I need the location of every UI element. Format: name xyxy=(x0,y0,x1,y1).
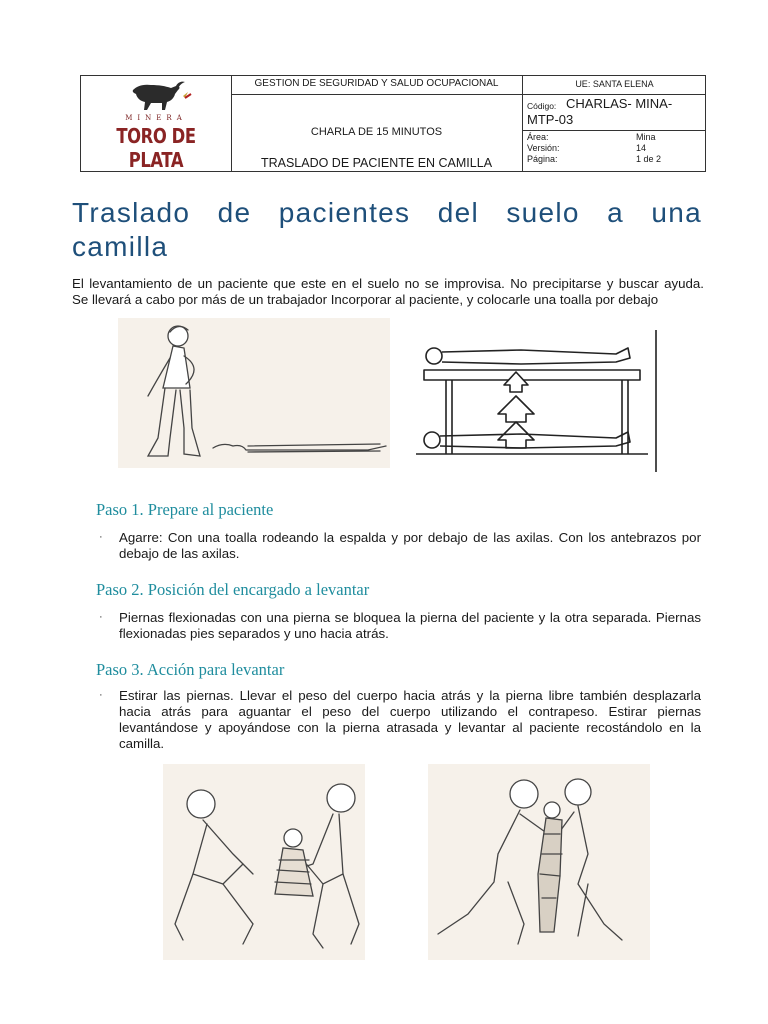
illustration-raise-patient xyxy=(428,764,650,960)
version-label: Versión: xyxy=(527,143,560,153)
intro-line-2: Se llevará a cabo por más de un trabajador Incorporar al paciente, y colocarle una toalla por debajo xyxy=(72,292,659,307)
intro-line-1: El levantamiento de un paciente que este en el suelo no se improvisa. No precipitarse y buscar ayuda. xyxy=(72,276,704,291)
pagina-value: 1 de 2 xyxy=(636,154,662,164)
page-title-line-2: camilla xyxy=(72,231,169,262)
intro-paragraph xyxy=(72,276,704,308)
step-2-bullet: · xyxy=(99,611,103,623)
step-2-text: Piernas flexionadas con una pierna se bloquea la pierna del paciente y la otra separada. Piernas flexionadas pies separados y uno hacia atrás. xyxy=(119,610,701,641)
area-label: Área: xyxy=(527,132,549,142)
divider xyxy=(522,130,705,131)
divider xyxy=(231,94,705,95)
codigo-value-2: MTP-03 xyxy=(527,112,574,127)
step-2-title: Paso 2. Posición del encargado a levantar xyxy=(96,580,370,599)
step-3-text: Estirar las piernas. Llevar el peso del cuerpo hacia atrás y la pierna libre también desplazarla hacia atrás para aguantar el peso del cuerpo utilizando el contrapeso. Estirar piernas levantándose y apoyándose con la pierna atrasada y levantar al paciente recostándolo en la camilla. xyxy=(119,688,701,751)
page-title-line-1: Traslado de pacientes del suelo a una xyxy=(72,197,702,228)
header-traslado: TRASLADO DE PACIENTE EN CAMILLA xyxy=(260,156,493,170)
company-logo xyxy=(81,76,231,172)
logo-minera-text: MINERA xyxy=(125,114,187,122)
header-table xyxy=(80,75,706,172)
area-value: Mina xyxy=(636,132,656,142)
header-ue: UE: SANTA ELENA xyxy=(575,79,654,89)
step-1-bullet: · xyxy=(99,531,103,543)
codigo-value-1: CHARLAS- MINA- xyxy=(566,96,673,111)
page-title xyxy=(72,196,702,264)
step-1-text: Agarre: Con una toalla rodeando la espalda y por debajo de las axilas. Con los antebrazos por debajo de las axilas. xyxy=(119,530,701,561)
logo-company-name: TORO DE PLATA xyxy=(116,124,196,172)
illustration-stretcher-lift xyxy=(416,330,658,472)
header-charla: CHARLA DE 15 MINUTOS xyxy=(310,126,443,138)
pagina-label: Página: xyxy=(527,154,558,164)
version-value: 14 xyxy=(636,143,647,153)
step-3-bullet: · xyxy=(99,689,103,701)
divider xyxy=(522,76,523,171)
bull-icon xyxy=(81,76,231,116)
step-3-title: Paso 3. Acción para levantar xyxy=(96,660,285,679)
step-1-title: Paso 1. Prepare al paciente xyxy=(96,500,274,519)
illustration-approach-patient xyxy=(118,318,390,468)
header-gestion: GESTION DE SEGURIDAD Y SALUD OCUPACIONAL xyxy=(254,78,499,89)
codigo-label: Código: xyxy=(527,101,557,111)
illustration-two-person-lift xyxy=(163,764,365,960)
